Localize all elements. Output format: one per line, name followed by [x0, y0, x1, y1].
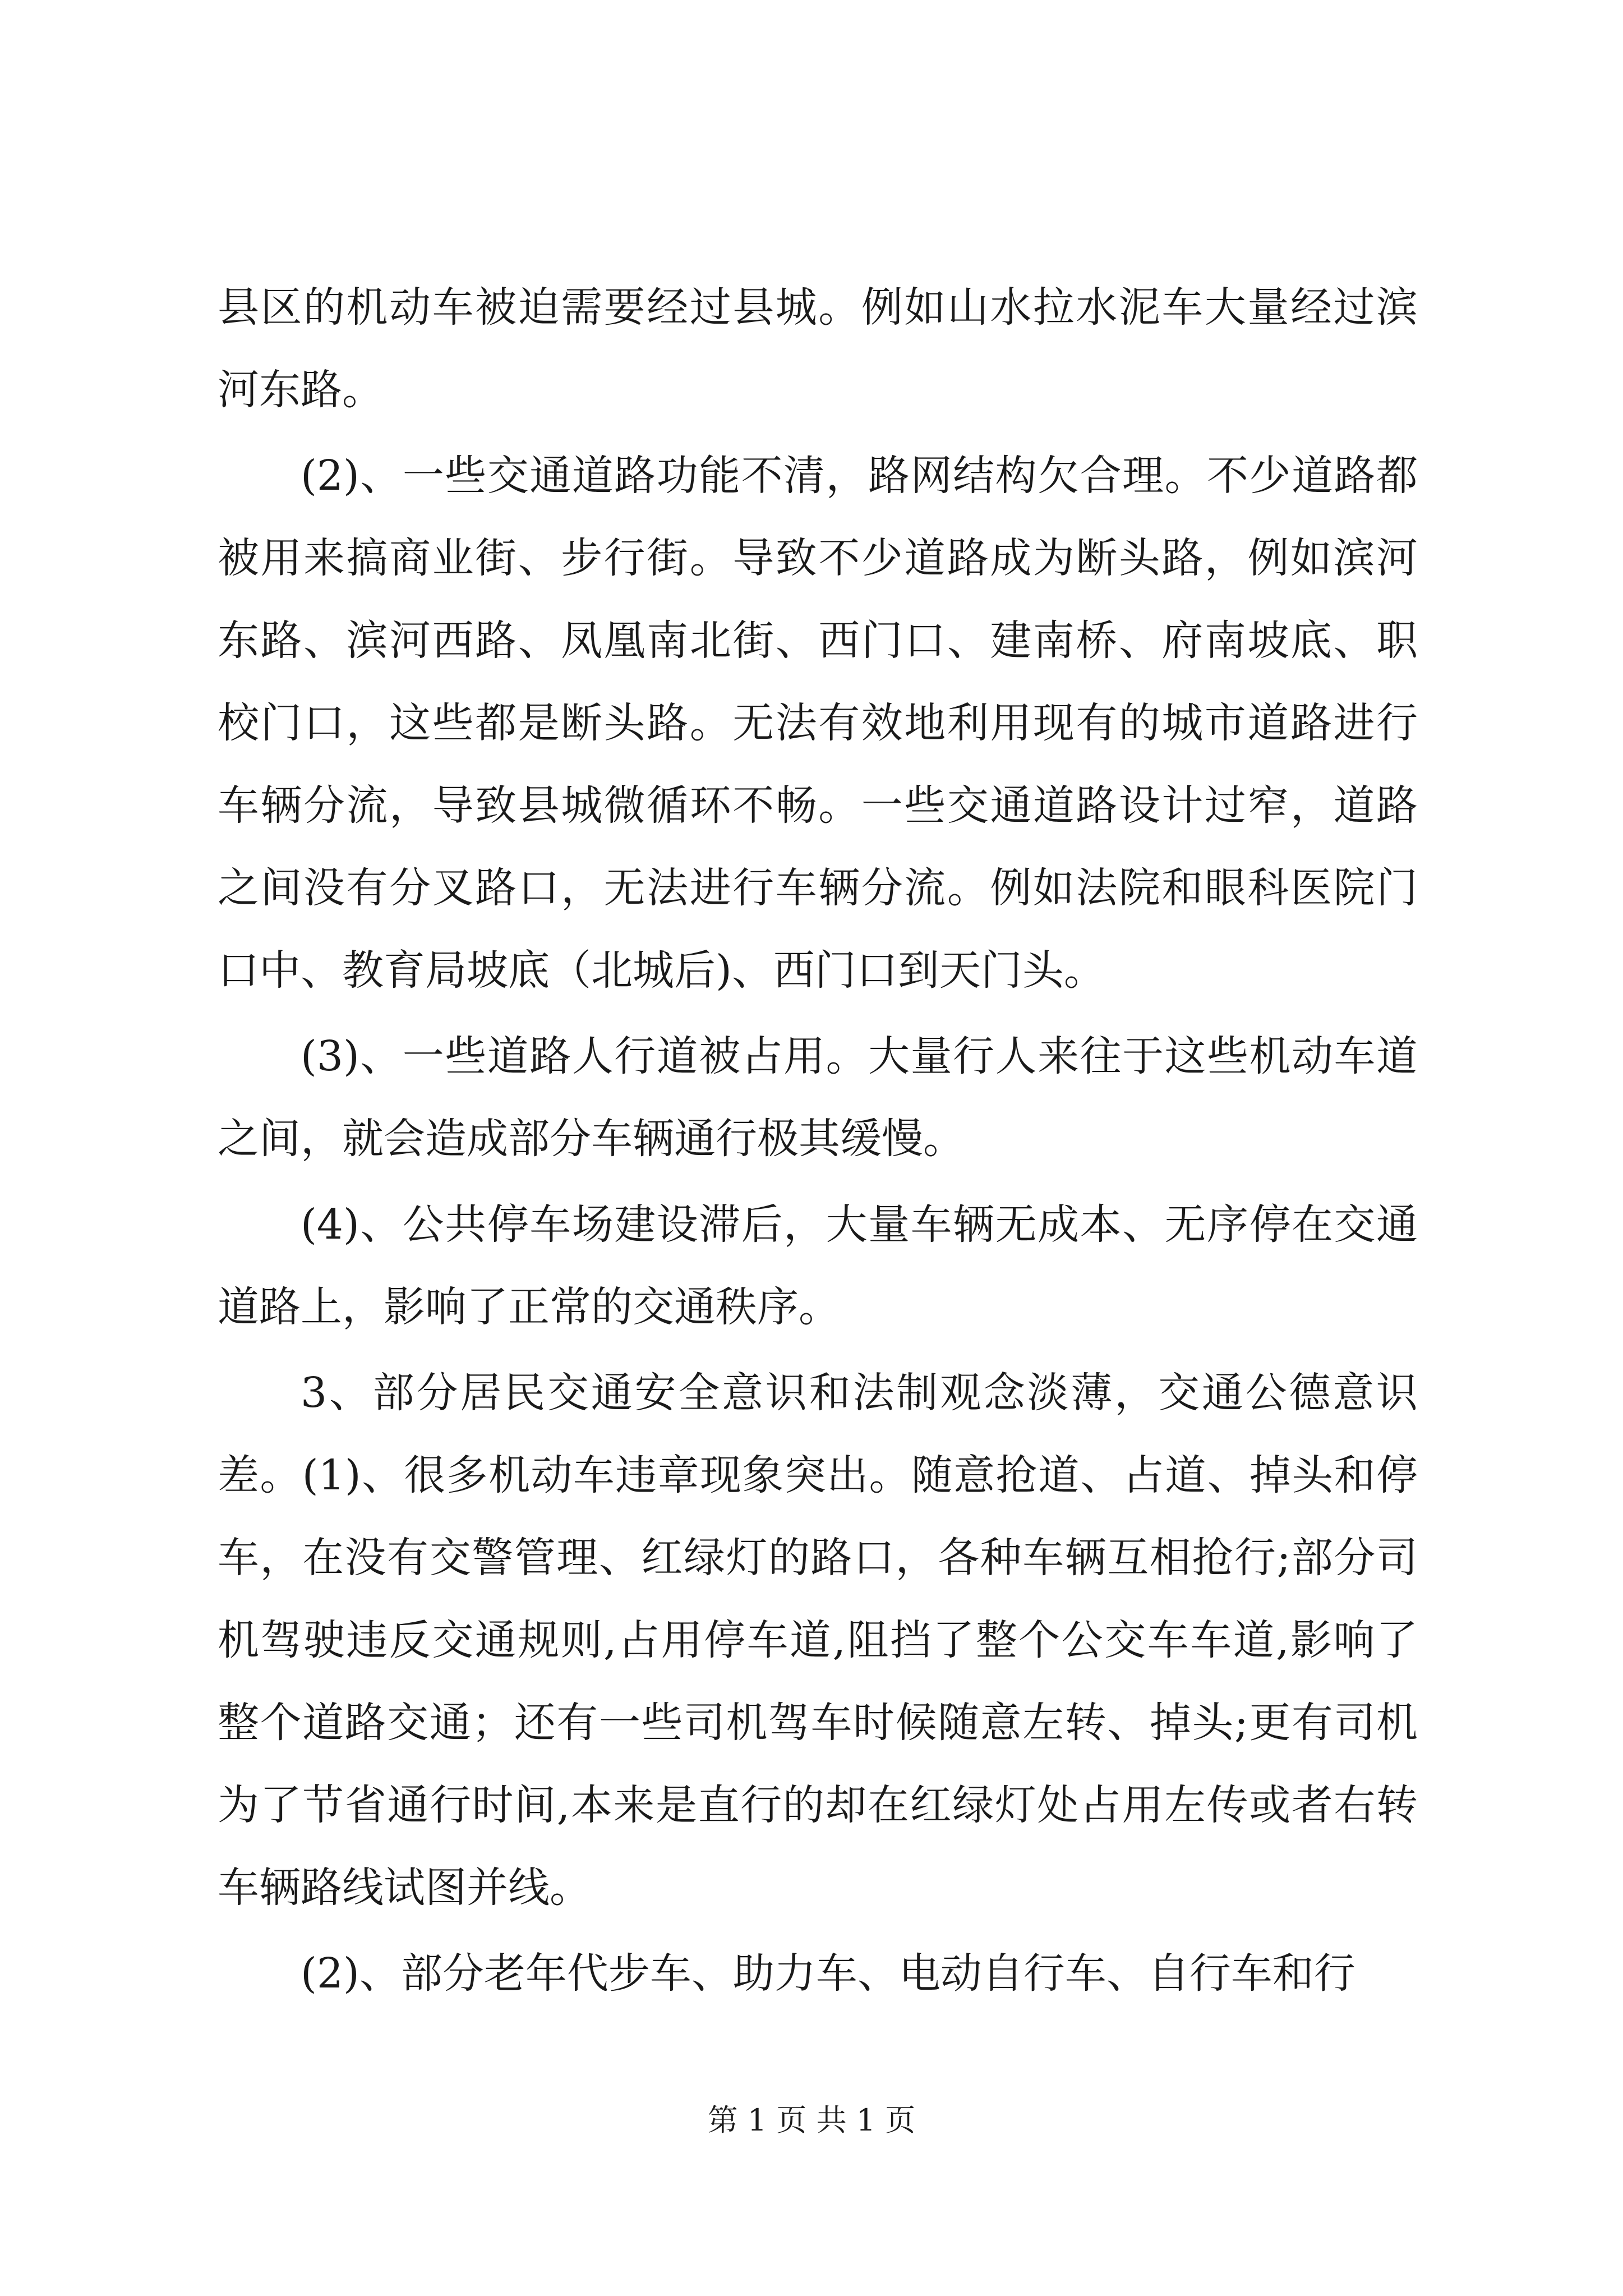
paragraph-5: 3、部分居民交通安全意识和法制观念淡薄，交通公德意识差。(1)、很多机动车违章现象突出。随意抢道、占道、掉头和停车，在没有交警管理、红绿灯的路口，各种车辆互相抢行;部分司机驾驶违反交通规则,占用停车道,阻挡了整个公交车车道,影响了整个道路交通；还有一些司机驾车时候随意左转、掉头;更有司机为了节省通行时间,本来是直行的却在红绿灯处占用左传或者右转车辆路线试图并线。 [218, 1369, 1418, 1912]
paragraph-1: 县区的机动车被迫需要经过县城。例如山水拉水泥车大量经过滨河东路。 [218, 283, 1418, 414]
paragraph-6: (2)、部分老年代步车、助力车、电动自行车、自行车和行 [301, 1949, 1355, 1998]
paragraph-4: (4)、公共停车场建设滞后，大量车辆无成本、无序停在交通道路上，影响了正常的交通秩序。 [218, 1200, 1418, 1331]
page-number-label: 第 1 页 共 1 页 [707, 2102, 916, 2138]
document-body [218, 266, 1418, 2018]
paragraph-2: (2)、一些交通道路功能不清，路网结构欠合理。不少道路都被用来搞商业街、步行街。导致不少道路成为断头路，例如滨河东路、滨河西路、凤凰南北街、西门口、建南桥、府南坡底、职校门口，这些都是断头路。无法有效地利用现有的城市道路进行车辆分流，导致县城微循环不畅。一些交通道路设计过窄，道路之间没有分叉路口，无法进行车辆分流。例如法院和眼科医院门口中、教育局坡底（北城后)、西门口到天门头。 [218, 452, 1418, 995]
paragraph-3: (3)、一些道路人行道被占用。大量行人来往于这些机动车道之间，就会造成部分车辆通行极其缓慢。 [218, 1032, 1418, 1163]
page-footer [0, 2098, 1623, 2143]
